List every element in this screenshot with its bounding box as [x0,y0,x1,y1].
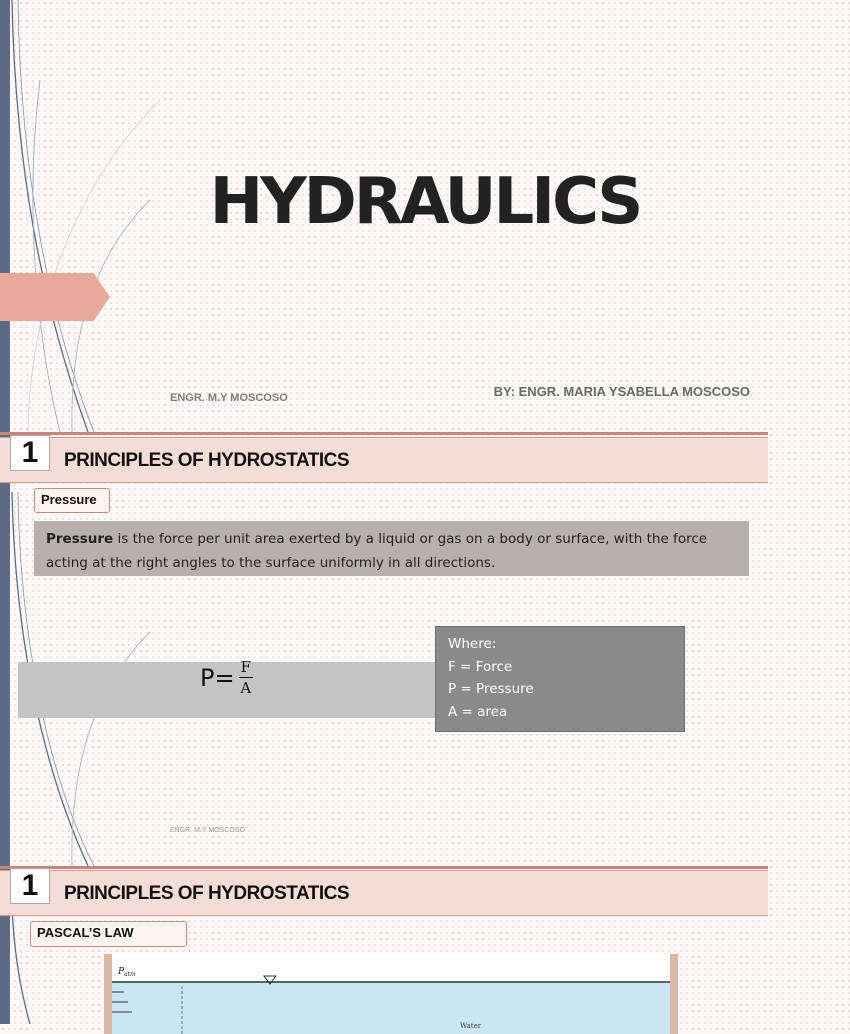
title-slide [0,0,768,432]
formula-denominator: A [240,679,252,697]
section-number: 1 [10,868,50,904]
formula-lhs: P= [200,663,235,692]
section-title: PRINCIPLES OF HYDROSTATICS [64,883,350,904]
left-accent-bar [0,432,10,866]
definition-text: is the force per unit area exerted by a liquid or gas on a body or surface, with the force acting at the right angles to the surface uniformly in all directions. [46,531,708,571]
pascal-slide [0,866,768,1030]
slide-divider [0,432,768,435]
legend-heading: Where: [448,636,497,652]
author-credit: BY: ENGR. MARIA YSABELLA MOSCOSO [493,384,750,399]
author-footer: ENGR. M.Y MOSCOSO [170,392,288,404]
slide-title: HYDRAULICS [209,165,641,239]
topic-label: Pressure [34,488,110,513]
tank-wall-right [670,954,678,1034]
tank-wall-left [104,954,112,1034]
slide-footer: ENGR. M.Y MOSCOSO [170,827,245,834]
legend-line: F = Force [448,658,513,675]
pascal-diagram [104,954,680,1034]
definition-term: Pressure [46,531,114,547]
legend-line: P = Pressure [448,681,534,697]
definition-box [34,521,749,576]
section-title: PRINCIPLES OF HYDROSTATICS [64,450,350,471]
water-label: Water [460,1022,482,1030]
section-number: 1 [10,435,50,471]
legend-line: A = area [448,703,508,720]
pressure-formula [200,657,253,698]
slide-divider [0,866,768,869]
formula-numerator: F [240,658,252,676]
patm-label: P [118,967,125,977]
water-body [112,982,670,1034]
topic-label: PASCAL’S LAW [30,921,187,947]
arrow-tab-decoration [0,273,110,321]
patm-sub: atm [124,971,136,978]
variable-legend [435,626,685,732]
formula-fraction [239,657,253,698]
pressure-slide [0,432,768,866]
